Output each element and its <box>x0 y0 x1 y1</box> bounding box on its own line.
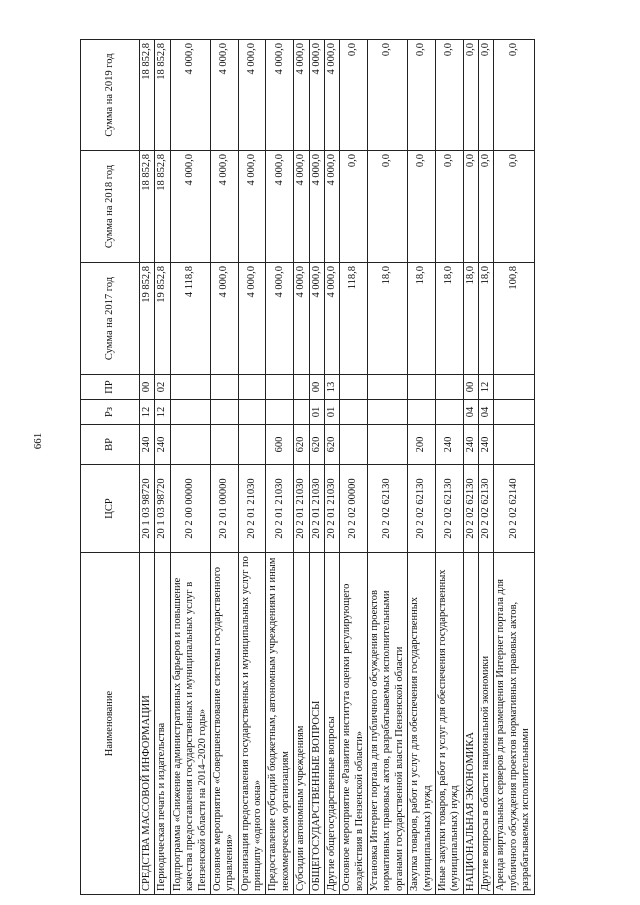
row-sum-2017: 18,0 <box>435 263 463 375</box>
row-name: Закупка товаров, работ и услуг для обеспечения государственных (муниципальных) нужд <box>408 553 436 895</box>
row-name: Установка Интернет портала для публичного обсуждения проектов нормативных правовых актов, разрабатываемых исполнительными органами государственной власти Пензенской области <box>368 553 408 895</box>
row-csr: 20 2 02 62130 <box>463 465 478 553</box>
row-sum-2017: 118,8 <box>340 263 368 375</box>
row-sum-2018: 0,0 <box>463 151 478 263</box>
row-name: Основное мероприятие «Совершенствование системы государственного управления» <box>210 553 238 895</box>
row-rz <box>294 400 309 425</box>
row-csr: 20 2 02 62140 <box>494 465 534 553</box>
row-csr: 20 2 02 62130 <box>408 465 436 553</box>
row-sum-2017: 4 000,0 <box>210 263 238 375</box>
table-header-row <box>81 40 140 895</box>
row-sum-2018: 4 000,0 <box>210 151 238 263</box>
row-vr: 600 <box>266 425 294 465</box>
table-row <box>210 40 238 895</box>
row-sum-2019: 18 852,8 <box>155 40 170 151</box>
row-sum-2019: 0,0 <box>463 40 478 151</box>
row-csr: 20 2 00 00000 <box>170 465 210 553</box>
row-csr: 20 1 03 98720 <box>140 465 155 553</box>
row-sum-2017: 19 852,8 <box>155 263 170 375</box>
header-vr: ВР <box>81 425 140 465</box>
row-csr: 20 2 01 21030 <box>324 465 339 553</box>
row-name: СРЕДСТВА МАССОВОЙ ИНФОРМАЦИИ <box>140 553 155 895</box>
row-sum-2019: 4 000,0 <box>238 40 266 151</box>
row-sum-2018: 0,0 <box>368 151 408 263</box>
row-sum-2018: 4 000,0 <box>294 151 309 263</box>
row-csr: 20 2 01 21030 <box>266 465 294 553</box>
budget-table <box>80 39 535 895</box>
row-sum-2018: 0,0 <box>435 151 463 263</box>
row-sum-2019: 4 000,0 <box>266 40 294 151</box>
rotated-page <box>80 40 600 895</box>
table-row <box>479 40 494 895</box>
row-sum-2019: 4 000,0 <box>170 40 210 151</box>
row-name: Субсидии автономным учреждениям <box>294 553 309 895</box>
row-pr: 00 <box>463 375 478 400</box>
row-sum-2017: 4 000,0 <box>238 263 266 375</box>
row-sum-2018: 0,0 <box>479 151 494 263</box>
row-rz <box>408 400 436 425</box>
table-row <box>368 40 408 895</box>
row-vr: 620 <box>309 425 324 465</box>
row-csr: 20 2 01 21030 <box>238 465 266 553</box>
table-row <box>309 40 324 895</box>
row-pr <box>238 375 266 400</box>
row-vr: 200 <box>408 425 436 465</box>
row-name: НАЦИОНАЛЬНАЯ ЭКОНОМИКА <box>463 553 478 895</box>
table-row <box>170 40 210 895</box>
row-name: Периодическая печать и издательства <box>155 553 170 895</box>
header-pr: ПР <box>81 375 140 400</box>
row-vr: 240 <box>479 425 494 465</box>
row-sum-2019: 0,0 <box>340 40 368 151</box>
row-vr <box>340 425 368 465</box>
row-name: Другие вопросы в области национальной экономики <box>479 553 494 895</box>
header-2019: Сумма на 2019 год <box>81 40 140 151</box>
row-rz: 01 <box>324 400 339 425</box>
row-rz <box>368 400 408 425</box>
row-vr: 240 <box>435 425 463 465</box>
row-csr: 20 2 01 21030 <box>309 465 324 553</box>
row-pr: 02 <box>155 375 170 400</box>
row-pr <box>294 375 309 400</box>
header-name: Наименование <box>81 553 140 895</box>
row-sum-2019: 4 000,0 <box>324 40 339 151</box>
row-rz: 12 <box>155 400 170 425</box>
row-csr: 20 2 01 00000 <box>210 465 238 553</box>
table-row <box>155 40 170 895</box>
row-sum-2019: 4 000,0 <box>294 40 309 151</box>
row-vr: 620 <box>324 425 339 465</box>
row-sum-2017: 18,0 <box>463 263 478 375</box>
row-pr: 00 <box>309 375 324 400</box>
row-sum-2017: 100,8 <box>494 263 534 375</box>
table-row <box>340 40 368 895</box>
row-sum-2017: 4 118,8 <box>170 263 210 375</box>
row-vr <box>368 425 408 465</box>
row-csr: 20 2 02 62130 <box>435 465 463 553</box>
row-name: Предоставление субсидий бюджетным, автономным учреждениям и иным некоммерческим организациям <box>266 553 294 895</box>
row-rz: 01 <box>309 400 324 425</box>
row-sum-2019: 4 000,0 <box>309 40 324 151</box>
row-sum-2019: 0,0 <box>408 40 436 151</box>
row-name: Организация предоставления государственных и муниципальных услуг по принципу «одного окна» <box>238 553 266 895</box>
row-name: ОБЩЕГОСУДАРСТВЕННЫЕ ВОПРОСЫ <box>309 553 324 895</box>
row-pr <box>170 375 210 400</box>
table-row <box>266 40 294 895</box>
row-pr <box>266 375 294 400</box>
row-pr: 13 <box>324 375 339 400</box>
row-vr: 620 <box>294 425 309 465</box>
row-vr: 240 <box>155 425 170 465</box>
row-pr <box>435 375 463 400</box>
row-sum-2017: 19 852,8 <box>140 263 155 375</box>
header-csr: ЦСР <box>81 465 140 553</box>
row-rz <box>266 400 294 425</box>
row-pr <box>408 375 436 400</box>
header-2017: Сумма на 2017 год <box>81 263 140 375</box>
row-pr: 00 <box>140 375 155 400</box>
table-row <box>435 40 463 895</box>
row-csr: 20 1 03 98720 <box>155 465 170 553</box>
row-vr <box>494 425 534 465</box>
row-sum-2019: 0,0 <box>368 40 408 151</box>
table-row <box>463 40 478 895</box>
row-csr: 20 2 02 62130 <box>479 465 494 553</box>
row-csr: 20 2 02 62130 <box>368 465 408 553</box>
row-pr <box>340 375 368 400</box>
row-name: Подпрограмма «Снижение административных барьеров и повышение качества предоставления государственных и муниципальных услуг в Пензенской области на 2014–2020 годы» <box>170 553 210 895</box>
table-row <box>294 40 309 895</box>
row-vr <box>238 425 266 465</box>
row-sum-2017: 4 000,0 <box>324 263 339 375</box>
row-csr: 20 2 01 21030 <box>294 465 309 553</box>
table-row <box>324 40 339 895</box>
row-pr <box>368 375 408 400</box>
row-pr <box>210 375 238 400</box>
row-vr <box>170 425 210 465</box>
row-sum-2017: 4 000,0 <box>309 263 324 375</box>
row-sum-2017: 4 000,0 <box>266 263 294 375</box>
row-rz: 12 <box>140 400 155 425</box>
row-sum-2018: 4 000,0 <box>309 151 324 263</box>
row-rz: 04 <box>479 400 494 425</box>
row-sum-2019: 18 852,8 <box>140 40 155 151</box>
row-rz <box>210 400 238 425</box>
row-pr: 12 <box>479 375 494 400</box>
row-name: Другие общегосударственные вопросы <box>324 553 339 895</box>
row-sum-2019: 0,0 <box>479 40 494 151</box>
row-vr <box>210 425 238 465</box>
row-rz <box>238 400 266 425</box>
row-vr: 240 <box>463 425 478 465</box>
row-sum-2017: 18,0 <box>408 263 436 375</box>
table-row <box>140 40 155 895</box>
row-sum-2018: 0,0 <box>408 151 436 263</box>
table-row <box>238 40 266 895</box>
row-csr: 20 2 02 00000 <box>340 465 368 553</box>
row-sum-2019: 0,0 <box>494 40 534 151</box>
row-rz <box>494 400 534 425</box>
row-name: Иные закупки товаров, работ и услуг для обеспечения государственных (муниципальных) нужд <box>435 553 463 895</box>
row-sum-2019: 0,0 <box>435 40 463 151</box>
row-sum-2018: 4 000,0 <box>238 151 266 263</box>
row-sum-2018: 18 852,8 <box>140 151 155 263</box>
row-sum-2019: 4 000,0 <box>210 40 238 151</box>
row-rz <box>435 400 463 425</box>
row-name: Основное мероприятие «Развитие института оценки регулирующего воздействия в Пензенской области» <box>340 553 368 895</box>
row-sum-2018: 4 000,0 <box>266 151 294 263</box>
row-vr: 240 <box>140 425 155 465</box>
row-sum-2018: 4 000,0 <box>170 151 210 263</box>
row-rz <box>170 400 210 425</box>
row-sum-2018: 0,0 <box>340 151 368 263</box>
row-sum-2017: 18,0 <box>368 263 408 375</box>
header-2018: Сумма на 2018 год <box>81 151 140 263</box>
header-rz: Рз <box>81 400 140 425</box>
row-name: Аренда виртуальных серверов для размещения Интернет портала для публичного обсуждения проектов нормативных правовых актов, разрабатываемых исполнительными <box>494 553 534 895</box>
table-row <box>408 40 436 895</box>
row-rz <box>340 400 368 425</box>
row-pr <box>494 375 534 400</box>
row-sum-2017: 4 000,0 <box>294 263 309 375</box>
row-sum-2018: 0,0 <box>494 151 534 263</box>
row-sum-2018: 4 000,0 <box>324 151 339 263</box>
row-sum-2018: 18 852,8 <box>155 151 170 263</box>
row-sum-2017: 18,0 <box>479 263 494 375</box>
row-rz: 04 <box>463 400 478 425</box>
table-row <box>494 40 534 895</box>
table-body <box>140 40 535 895</box>
page-number: 661 <box>32 432 44 450</box>
